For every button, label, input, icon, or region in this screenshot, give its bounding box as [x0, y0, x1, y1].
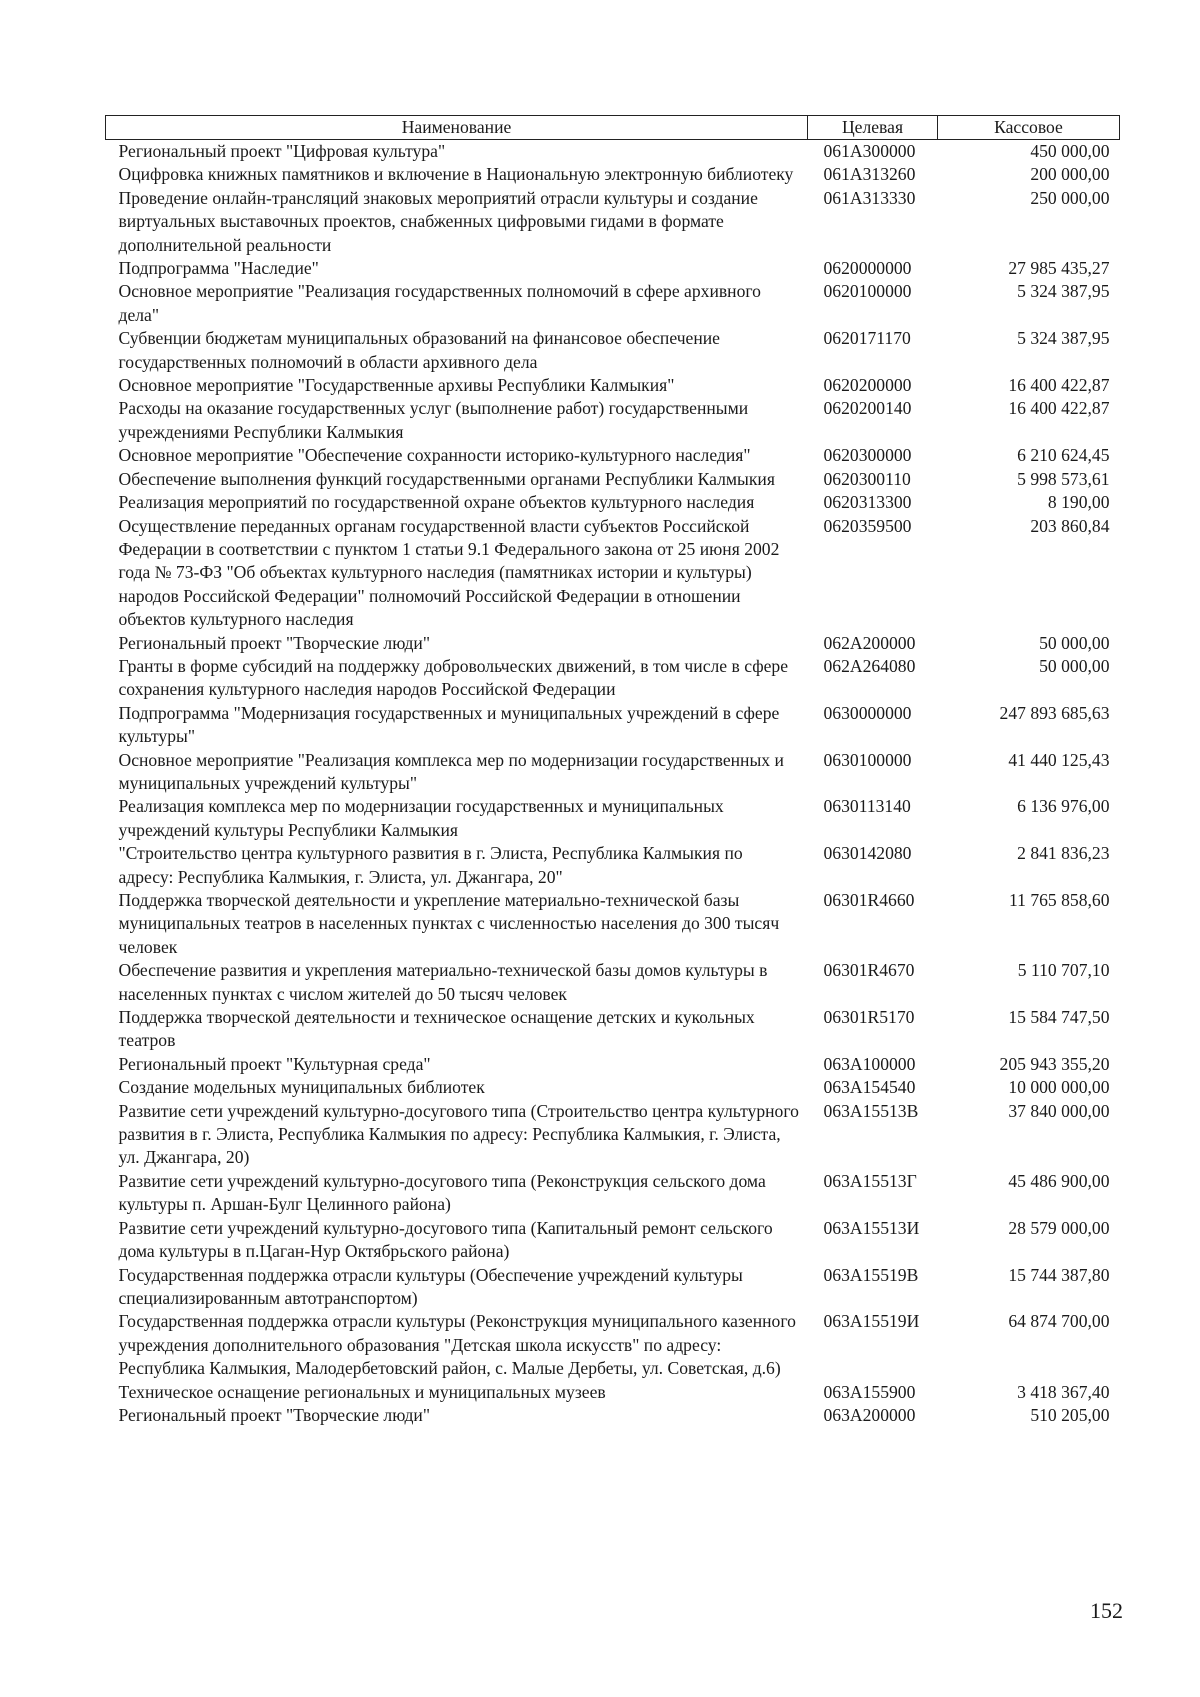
- row-code-cell: 06301R4670: [823, 960, 915, 981]
- row-name-cell: Развитие сети учреждений культурно-досугового типа (Реконструкция сельского дома культуры п. Аршан-Булг Целинного района): [118, 1170, 766, 1215]
- table-row: [106, 140, 1120, 164]
- row-amount-cell: 37 840 000,00: [1008, 1100, 1110, 1121]
- row-code-cell: 0630000000: [823, 702, 912, 723]
- row-code-cell: 0620300000: [823, 445, 912, 466]
- row-name-cell: Обеспечение развития и укрепления материально-технической базы домов культуры в населенных пунктах с числом жителей до 50 тысяч человек: [118, 960, 768, 1004]
- row-amount-cell: 16 400 422,87: [1008, 398, 1110, 419]
- row-name-cell: Реализация мероприятий по государственной охране объектов культурного наследия: [118, 492, 755, 513]
- row-code-cell: 063A155900: [823, 1381, 916, 1402]
- row-name-cell: Поддержка творческой деятельности и техническое оснащение детских и кукольных театров: [118, 1007, 755, 1051]
- row-name-cell: Основное мероприятие "Реализация комплекса мер по модернизации государственных и муниципальных учреждений культуры": [118, 749, 784, 793]
- row-name-cell: Техническое оснащение региональных и муниципальных музеев: [118, 1381, 606, 1402]
- row-amount-cell: 203 860,84: [1030, 515, 1110, 536]
- table-row: [106, 1217, 1120, 1264]
- row-amount-cell: 5 110 707,10: [1017, 960, 1110, 981]
- row-code-cell: 0630142080: [823, 843, 912, 864]
- row-amount-cell: 5 998 573,61: [1017, 468, 1110, 489]
- row-amount-cell: 250 000,00: [1030, 187, 1110, 208]
- table-row: [106, 795, 1120, 842]
- table-row: [106, 397, 1120, 444]
- row-code-cell: 061A313330: [823, 187, 916, 208]
- table-row: [106, 1404, 1120, 1427]
- table-body: [106, 140, 1120, 1428]
- table-header: [106, 116, 1120, 140]
- table-row: [106, 889, 1120, 959]
- row-code-cell: 062A200000: [823, 632, 916, 653]
- row-name-cell: Основное мероприятие "Реализация государственных полномочий в сфере архивного дела": [118, 281, 761, 325]
- row-name-cell: Гранты в форме субсидий на поддержку добровольческих движений, в том числе в сфере сохранения культурного наследия народов Российской Федерации: [118, 655, 789, 700]
- row-amount-cell: 450 000,00: [1030, 141, 1110, 161]
- table-row: [106, 1100, 1120, 1170]
- row-code-cell: 0620200000: [823, 375, 912, 396]
- row-code-cell: 06301R5170: [823, 1007, 915, 1028]
- row-code-cell: 0620100000: [823, 281, 912, 302]
- row-name-cell: Субвенции бюджетам муниципальных образований на финансовое обеспечение государственных полномочий в области архивного дела: [118, 328, 720, 372]
- table-row: [106, 374, 1120, 397]
- row-code-cell: 0630100000: [823, 749, 912, 770]
- table-row: [106, 515, 1120, 632]
- table-row: [106, 444, 1120, 467]
- row-name-cell: "Строительство центра культурного развития в г. Элиста, Республика Калмыкия по адресу: Республика Калмыкия, г. Элиста, ул. Джангара, 20": [118, 843, 743, 887]
- row-code-cell: 0620300110: [823, 468, 911, 489]
- table-row: [106, 280, 1120, 327]
- row-name-cell: Региональный проект "Творческие люди": [118, 632, 431, 653]
- row-name-cell: Основное мероприятие "Государственные архивы Республики Калмыкия": [118, 375, 675, 396]
- row-amount-cell: 200 000,00: [1030, 164, 1110, 185]
- row-amount-cell: 28 579 000,00: [1008, 1217, 1110, 1238]
- row-name-cell: Развитие сети учреждений культурно-досугового типа (Строительство центра культурного развития в г. Элиста, Республика Калмыкия по адресу: Республика Калмыкия, г. Элиста, ул. Джангара, 20): [118, 1100, 799, 1168]
- row-code-cell: 0620359500: [823, 515, 912, 536]
- table-row: [106, 842, 1120, 889]
- row-amount-cell: 510 205,00: [1030, 1404, 1110, 1425]
- row-amount-cell: 247 893 685,63: [999, 702, 1110, 723]
- row-code-cell: 063A15519И: [823, 1311, 920, 1332]
- row-amount-cell: 5 324 387,95: [1017, 281, 1110, 302]
- page-number: 152: [1090, 1598, 1123, 1623]
- row-code-cell: 063A100000: [823, 1053, 916, 1074]
- row-amount-cell: 41 440 125,43: [1008, 749, 1110, 770]
- row-code-cell: 0620000000: [823, 258, 912, 279]
- row-name-cell: Проведение онлайн-трансляций знаковых мероприятий отрасли культуры и создание виртуальных выставочных проектов, снабженных цифровыми гидами в формате дополнительной реальности: [118, 187, 758, 255]
- table-row: [106, 1381, 1120, 1404]
- row-amount-cell: 50 000,00: [1039, 632, 1110, 653]
- row-name-cell: Подпрограмма "Наследие": [118, 258, 319, 279]
- row-amount-cell: 8 190,00: [1047, 492, 1110, 513]
- row-code-cell: 063A15513Г: [823, 1170, 917, 1191]
- table-row: [106, 959, 1120, 1006]
- row-amount-cell: 6 136 976,00: [1017, 796, 1110, 817]
- row-amount-cell: 50 000,00: [1039, 655, 1110, 676]
- header-name: Наименование: [106, 116, 808, 140]
- table-row: [106, 187, 1120, 257]
- row-code-cell: 063A15519B: [823, 1264, 919, 1285]
- row-amount-cell: 205 943 355,20: [999, 1053, 1110, 1074]
- row-code-cell: 0620171170: [823, 328, 911, 349]
- table-row: [106, 702, 1120, 749]
- table-row: [106, 1264, 1120, 1311]
- table-row: [106, 632, 1120, 655]
- budget-table: [105, 115, 1120, 1427]
- header-code: Целевая: [808, 116, 938, 140]
- row-name-cell: Реализация комплекса мер по модернизации государственных и муниципальных учреждений культуры Республики Калмыкия: [118, 796, 724, 840]
- table-row: [106, 257, 1120, 280]
- row-amount-cell: 64 874 700,00: [1008, 1311, 1110, 1332]
- row-amount-cell: 45 486 900,00: [1008, 1170, 1110, 1191]
- table-row: [106, 1006, 1120, 1053]
- row-name-cell: Расходы на оказание государственных услуг (выполнение работ) государственными учреждениями Республики Калмыкия: [118, 398, 749, 442]
- row-code-cell: 063A200000: [823, 1404, 916, 1425]
- row-amount-cell: 3 418 367,40: [1017, 1381, 1110, 1402]
- row-amount-cell: 6 210 624,45: [1017, 445, 1110, 466]
- row-code-cell: 061A300000: [823, 141, 916, 161]
- row-name-cell: Развитие сети учреждений культурно-досугового типа (Капитальный ремонт сельского дома культуры в п.Цаган-Нур Октябрьского района): [118, 1217, 773, 1262]
- row-name-cell: Оцифровка книжных памятников и включение в Национальную электронную библиотеку: [118, 164, 794, 185]
- table-row: [106, 655, 1120, 702]
- table-row: [106, 163, 1120, 186]
- row-code-cell: 063A15513И: [823, 1217, 920, 1238]
- row-name-cell: Основное мероприятие "Обеспечение сохранности историко-культурного наследия": [118, 445, 751, 466]
- header-amount: Кассовое: [938, 116, 1120, 140]
- table-row: [106, 1170, 1120, 1217]
- table-row: [106, 327, 1120, 374]
- row-amount-cell: 10 000 000,00: [1008, 1077, 1110, 1098]
- row-code-cell: 063A15513B: [823, 1100, 919, 1121]
- row-name-cell: Региональный проект "Творческие люди": [118, 1404, 431, 1425]
- row-name-cell: Подпрограмма "Модернизация государственных и муниципальных учреждений в сфере культуры": [118, 702, 780, 747]
- row-name-cell: Создание модельных муниципальных библиотек: [118, 1077, 485, 1098]
- table-row: [106, 1310, 1120, 1380]
- table-row: [106, 1053, 1120, 1076]
- row-code-cell: 063A154540: [823, 1077, 916, 1098]
- row-name-cell: Региональный проект "Культурная среда": [118, 1053, 431, 1074]
- row-amount-cell: 11 765 858,60: [1008, 890, 1110, 910]
- row-code-cell: 061A313260: [823, 164, 916, 185]
- row-amount-cell: 15 584 747,50: [1008, 1007, 1110, 1028]
- row-amount-cell: 27 985 435,27: [1008, 258, 1110, 279]
- table-row: [106, 749, 1120, 796]
- table-row: [106, 468, 1120, 491]
- row-name-cell: Осуществление переданных органам государственной власти субъектов Российской Федерации в соответствии с пунктом 1 статьи 9.1 Федерального закона от 25 июня 2002 года № 73-ФЗ "Об объектах культурного наследия (памятниках истории и культуры) народов Российской Федерации" полномочий Российской Федерации в отношении объектов культурного наследия: [118, 515, 780, 630]
- header-row: [106, 116, 1120, 140]
- row-name-cell: Обеспечение выполнения функций государственными органами Республики Калмыкия: [118, 468, 775, 489]
- table-row: [106, 1076, 1120, 1099]
- row-amount-cell: 15 744 387,80: [1008, 1264, 1110, 1285]
- row-code-cell: 06301R4660: [823, 890, 915, 910]
- row-code-cell: 062A264080: [823, 655, 916, 676]
- row-name-cell: Государственная поддержка отрасли культуры (Обеспечение учреждений культуры специализированным автотранспортом): [118, 1264, 743, 1308]
- row-name-cell: Региональный проект "Цифровая культура": [118, 141, 446, 161]
- row-amount-cell: 5 324 387,95: [1017, 328, 1110, 349]
- row-code-cell: 0620200140: [823, 398, 912, 419]
- row-name-cell: Поддержка творческой деятельности и укрепление материально-технической базы муниципальных театров в населенных пунктах с численностью населения до 300 тысяч человек: [118, 890, 780, 957]
- row-code-cell: 0630113140: [823, 796, 911, 817]
- row-name-cell: Государственная поддержка отрасли культуры (Реконструкция муниципального казенного учреждения дополнительного образования "Детская школа искусств" по адресу: Республика Калмыкия, Малодербетовский район, с. Малые Дербеты, ул. Советская, д.6): [118, 1311, 796, 1379]
- table-row: [106, 491, 1120, 514]
- row-code-cell: 0620313300: [823, 492, 912, 513]
- row-amount-cell: 16 400 422,87: [1008, 375, 1110, 396]
- row-amount-cell: 2 841 836,23: [1017, 843, 1110, 864]
